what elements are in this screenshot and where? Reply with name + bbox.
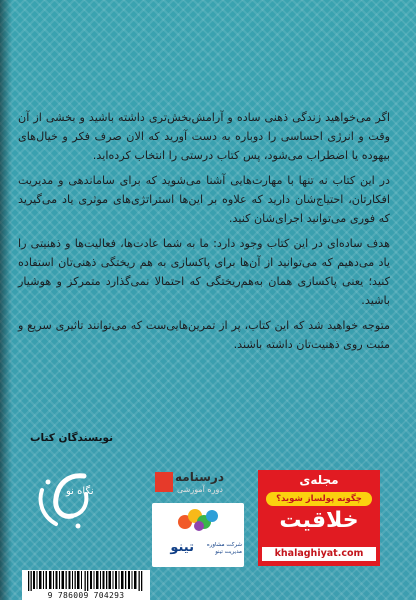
doroshnadan-logo [155,470,243,498]
spine-shadow [0,0,12,600]
khalaghiyat-top-text: مجله‌ی [299,473,339,487]
tino-bubbles-icon [177,508,221,532]
blurb-text [18,108,390,360]
isbn-barcode [22,570,150,600]
doroshnadan-subtitle: دوره آموزشی [177,485,223,494]
blurb-paragraph-1: اگر می‌خواهید زندگی ذهنی ساده و آرامش‌بخش‌تری داشته باشید و بخشی از آن وقت و انرژی احساسی را دوباره به دست آورید که الان صرف فکر و خیال‌های بیهوده یا اضطراب می‌شود، پس کتاب درستی را انتخاب کرده‌اید. [18,111,390,162]
blurb-paragraph-3: هدف ساده‌ای در این کتاب وجود دارد: ما به شما عادت‌ها، فعالیت‌ها و ذهنیتی را یاد می‌دهیم که می‌توانید از آن‌ها برای پاکسازی به‌ هم‌ ریختگی ذهنی‌تان استفاده کنید؛ یعنی پاکسازی همان به‌هم‌ریختگی که احتمالا نمی‌گذارد متمرکز و هوشیار باشید. [18,237,390,307]
khalaghiyat-title: خلاقیت [279,508,359,533]
authors-label: نویسندگان کتاب [30,432,114,444]
khalaghiyat-url: khalaghiyat.com [262,547,376,561]
nigah-logo-text: نگاه نو [66,486,94,497]
blurb-paragraph-2: در این کتاب نه تنها با مهارت‌هایی آشنا می‌شوید که برای ساماندهی و مدیریت افکارتان، احتیاج‌شان دارید که علاوه بر این‌ها استراتژی‌های موثری یاد می‌گیرید که فوری می‌توانید اجرای‌شان کنید. [18,174,390,225]
tino-title: تینو [170,540,194,555]
doroshnadan-mark-icon [155,472,173,492]
barcode-bars-icon [28,571,144,591]
nigah-logo-icon [28,468,96,534]
khalaghiyat-badge: چگونه پولساز شوید؟ [266,492,372,506]
nigah-publisher-logo [28,468,96,534]
isbn-number: 9 786009 704293 [47,591,125,600]
blurb-paragraph-4: متوجه خواهید شد که این کتاب، پر از تمرین‌هایی‌ست که می‌توانند تاثیری سریع و مثبت روی ذهنیت‌تان داشته باشند. [18,319,390,351]
khalaghiyat-magazine-logo [258,470,380,566]
tino-subtitle: شرکت مشاوره مدیریت تینو [206,542,242,555]
doroshnadan-title: درسنامه [175,470,224,484]
tino-logo [152,503,244,567]
